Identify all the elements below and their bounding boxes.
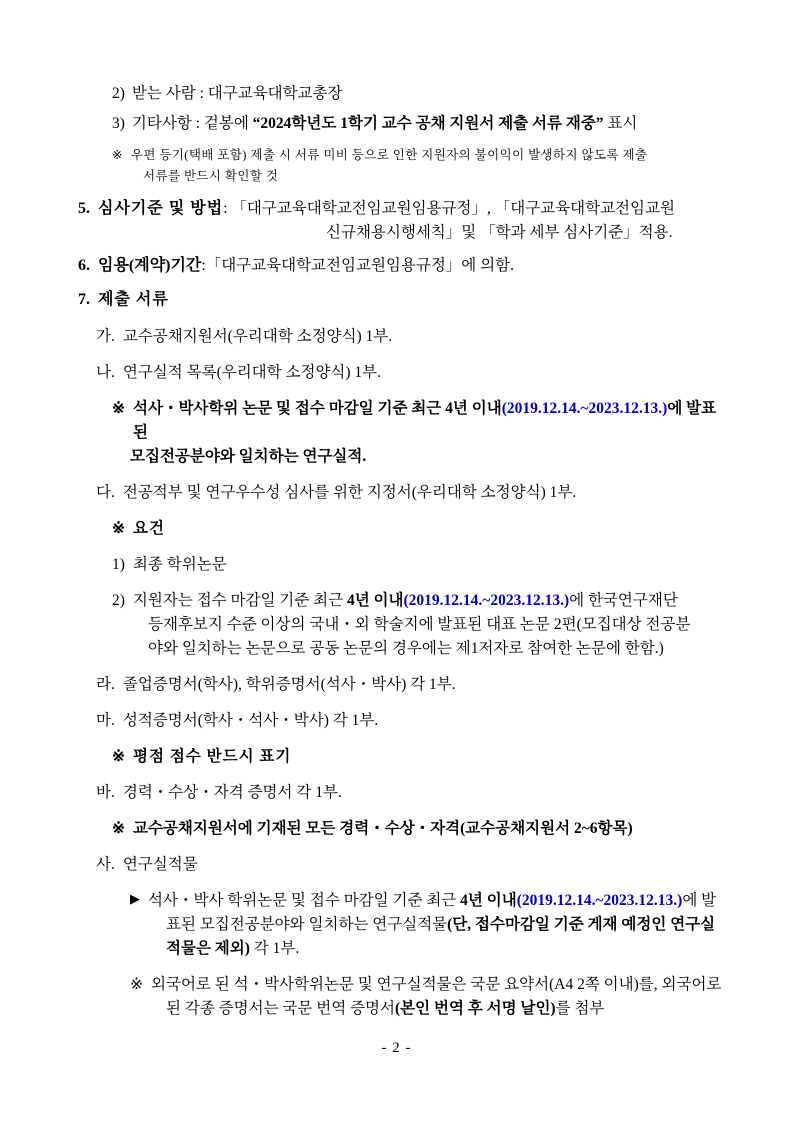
list-item-doc-e [96, 709, 723, 733]
page-number: - 2 - [381, 1040, 412, 1056]
list-item-doc-d [96, 673, 723, 697]
list-marker: 마. [96, 712, 115, 730]
list-item-doc-f [96, 781, 723, 805]
list-marker: 3) [112, 115, 125, 133]
list-item-doc-b [96, 361, 723, 385]
list-marker: 가. [96, 327, 115, 345]
list-item-text: 경력・수상・자격 증명서 각 1부. [122, 784, 342, 802]
note-marker-icon: ※ [112, 748, 125, 766]
list-item-doc-c [96, 481, 723, 505]
note-marker-icon: ※ [130, 976, 143, 994]
list-item-doc-a [96, 325, 723, 349]
note-text: 우편 등기(택배 포함) 제출 시 서류 미비 등으로 인한 지원자의 불이익이 발생하지 않도록 제출 [130, 148, 648, 163]
section-title: 제출 서류 [98, 291, 169, 309]
req2-text-c: 에 한국연구재단 [569, 592, 678, 610]
list-item-req-1 [112, 553, 723, 577]
req2-line2: 등재후보지 수준 이상의 국내・외 학술지에 발표된 대표 논문 2편(모집대상 전공분 [148, 616, 691, 634]
note-text-part2: 에 발표된 [133, 399, 717, 441]
list-item-text [132, 112, 723, 136]
note-text: 교수공채지원서에 기재된 모든 경력・수상・자격(교수공채지원서 2~6항목) [133, 820, 633, 838]
g2-line2-b: (본인 번역 후 서명 날인) [395, 1000, 556, 1018]
sub-item-research-output [130, 889, 723, 913]
note-marker-icon: ※ [112, 520, 125, 538]
g2-line2-a: 된 각종 증명서는 국문 번역 증명서 [166, 1000, 395, 1018]
req2-text-b: 4년 이내 [346, 592, 404, 610]
section-5 [78, 197, 723, 222]
list-item-doc-g [96, 853, 723, 877]
note-certificates [112, 817, 723, 841]
list-item-other [112, 112, 723, 136]
list-item-text: 졸업증명서(학사), 학위증명서(석사・박사) 각 1부. [122, 676, 456, 694]
section-title: 임용(계약)기간 [98, 257, 202, 275]
g1-line3-b: 각 1부. [249, 940, 300, 958]
list-item-text: 받는 사람 : 대구교육대학교총장 [131, 85, 343, 102]
section-number: 6. [78, 257, 90, 275]
g2-line2-c: 를 첨부 [555, 1000, 605, 1018]
note-foreign-language [130, 973, 723, 997]
section-5-body-line2: 신규채용시행세칙」및 「학과 세부 심사기준」적용. [326, 224, 673, 242]
req2-date-range: (2019.12.14.~2023.12.13.) [403, 592, 570, 610]
list-marker: 바. [96, 784, 115, 802]
note-date-range: (2019.12.14.~2023.12.13.) [501, 399, 668, 417]
g1-line3-a: 적물은 제외) [166, 940, 250, 958]
req2-line3: 야와 일치하는 논문으로 공동 논문의 경우에는 제1저자로 참여한 논문에 한함.) [148, 640, 664, 658]
note-research-period-line2: 모집전공분야와 일치하는 연구실적. [130, 448, 367, 465]
note-marker-icon: ※ [112, 148, 123, 163]
g1-text-b: 4년 이내 [460, 892, 517, 910]
g1-date-range: (2019.12.14.~2023.12.13.) [516, 892, 683, 910]
note-marker-icon: ※ [112, 399, 125, 417]
list-item-text: 연구실적 목록(우리대학 소정양식) 1부. [122, 363, 382, 381]
note-gpa [112, 745, 723, 769]
note-text-line2: 서류를 반드시 확인할 것 [143, 169, 279, 184]
list-item-req-2 [112, 589, 723, 613]
list-item-text: 교수공채지원서(우리대학 소정양식) 1부. [122, 327, 393, 345]
section-title: 심사기준 및 방법 [98, 199, 224, 217]
triangle-right-icon: ▶ [130, 891, 140, 907]
other-text-pre: 기타사항 : 겉봉에 [131, 115, 253, 133]
other-text-post: 표시 [603, 115, 638, 133]
note-text: 요건 [133, 520, 165, 538]
list-marker: 라. [96, 676, 115, 694]
req2-text-a: 지원자는 접수 마감일 기준 최근 [132, 592, 347, 610]
list-marker: 2) [112, 85, 125, 102]
note-research-period [112, 397, 723, 445]
list-marker: 1) [112, 556, 125, 574]
g1-line2-b: (단, 접수마감일 기준 게재 예정인 연구실 [447, 916, 716, 934]
g1-line3 [166, 937, 723, 961]
list-marker: 사. [96, 856, 115, 874]
section-number: 5. [78, 199, 90, 217]
note-mail-submission [112, 145, 723, 166]
list-marker: 나. [96, 363, 115, 381]
note-text: 외국어로 된 석・박사학위논문 및 연구실적물은 국문 요약서(A4 2쪽 이내)를, 외국어로 [151, 976, 722, 994]
list-item-text: 전공적부 및 연구우수성 심사를 위한 지정서(우리대학 소정양식) 1부. [122, 484, 577, 502]
section-7 [78, 288, 723, 313]
note-text-part1: 석사・박사학위 논문 및 접수 마감일 기준 최근 4년 이내 [133, 399, 502, 417]
document-body [78, 82, 723, 1021]
note-requirements [112, 517, 723, 541]
section-6 [78, 254, 723, 279]
section-body: : 「대구교육대학교전임교원임용규정」, 「대구교육대학교전임교원 [223, 199, 675, 217]
list-marker: 다. [96, 484, 115, 502]
list-marker: 2) [112, 592, 125, 610]
section-body: :「대구교육대학교전임교원임용규정」에 의함. [201, 257, 514, 275]
g1-line2 [166, 913, 723, 937]
other-text-emphasis: “2024학년도 1학기 교수 공채 지원서 제출 서류 재중” [252, 115, 604, 133]
section-number: 7. [78, 291, 90, 309]
note-text: 평점 점수 반드시 표기 [133, 748, 292, 766]
list-item-receiver [112, 82, 723, 106]
list-item-text: 최종 학위논문 [132, 556, 227, 574]
note-foreign-language-line2 [166, 997, 723, 1021]
list-item-text: 성적증명서(학사・석사・박사) 각 1부. [122, 712, 379, 730]
list-item-text: 연구실적물 [122, 856, 198, 874]
note-marker-icon: ※ [112, 820, 125, 838]
g1-line2-a: 표된 모집전공분야와 일치하는 연구실적물 [166, 916, 448, 934]
g1-text-c: 에 발 [682, 892, 717, 910]
g1-text-a: 석사・박사 학위논문 및 접수 마감일 기준 최근 [148, 892, 461, 910]
